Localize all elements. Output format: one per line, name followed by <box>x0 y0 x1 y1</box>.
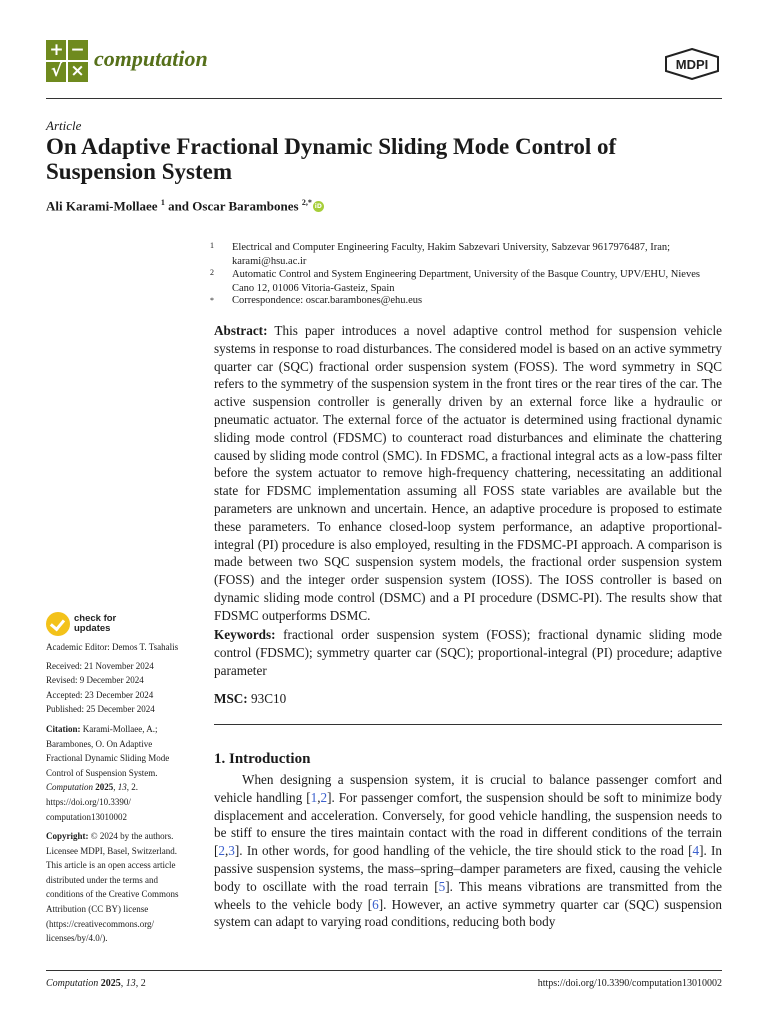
section-heading: 1. Introduction <box>214 751 311 767</box>
checkmark-icon <box>46 612 70 636</box>
citation-year: 2025 <box>95 782 114 793</box>
footer-rule <box>46 970 722 971</box>
citation-doi[interactable]: , 2. https://doi.org/10.3390/ computation13010002 <box>46 782 139 822</box>
orcid-icon[interactable] <box>313 201 324 212</box>
citation-link[interactable]: 3 <box>228 843 235 859</box>
abstract-label: Abstract: <box>214 323 268 338</box>
affiliation-marker: 2,* <box>301 198 312 207</box>
correspondence-item <box>210 294 724 308</box>
section-rule <box>214 724 722 725</box>
article-type: Article <box>46 118 82 133</box>
footer-year: 2025 <box>100 978 121 989</box>
citation-link[interactable]: 6 <box>372 896 379 912</box>
citation-link[interactable]: 2 <box>320 789 328 805</box>
copyright-block <box>46 829 192 946</box>
citation-link[interactable]: 4 <box>692 843 700 859</box>
check-for-updates-label <box>74 614 116 634</box>
affiliation-item <box>210 268 724 296</box>
citation-label: Citation: <box>46 724 81 734</box>
citation-authors: Karami-Mollaee, A.; Barambones, O. On Adaptive Fractional Dynamic Sliding Mode Control of Suspension System. <box>46 724 170 778</box>
affiliation-marker: * <box>210 296 214 305</box>
copyright-text: © 2024 by the authors. Licensee MDPI, Basel, Switzerland. This article is an open access article distributed under the terms and conditions of the Creative Commons Attribution (CC BY) license (https://creativecommons.org/ licenses/by/4.0/). <box>46 831 179 944</box>
abstract <box>214 322 722 625</box>
citation-link[interactable]: 5 <box>438 878 446 894</box>
affiliation-marker: 1 <box>210 241 214 250</box>
academic-editor: Academic Editor: Demos T. Tsahalis <box>46 642 179 652</box>
msc-label: MSC: <box>214 691 248 706</box>
footer-volume: 13 <box>125 978 136 989</box>
paragraph-text: ]. This means vibrations are transmitted from the wheels to the vehicle body [ <box>214 878 722 912</box>
paragraph-text: ]. However, an active symmetry quarter car (SQC) suspension system can adapt to varying road conditions, reducing both body <box>214 896 722 930</box>
citation-journal: Computation <box>46 782 94 793</box>
published-date: Published: 25 December 2024 <box>46 704 155 714</box>
footer-doi-link[interactable]: https://doi.org/10.3390/computation13010002 <box>537 978 722 989</box>
msc <box>214 691 286 707</box>
sqrt-symbol: √ <box>50 61 63 81</box>
mdpi-logo-icon <box>664 48 720 80</box>
paragraph-text: ]. In passive suspension systems, the mass–spring–damper parameters are fixed, causing the vehicle body to oscillate with the road terrain [ <box>214 843 723 894</box>
affiliation-marker: 1 <box>160 198 165 207</box>
paragraph-text: ]. For passenger comfort, the suspension should be soft to minimize body displacement and acceleration. Conversely, for good vehicle handling, the suspension needs to be stiff to ensure the tires maintain contact with the road in different conditions of the terrain [ <box>214 789 722 859</box>
author-name[interactable]: Oscar Barambones <box>192 198 299 214</box>
footer-article: , 2 <box>135 978 146 989</box>
check-updates-line2: updates <box>74 623 111 634</box>
paragraph-text: ]. In other words, for good handling of the vehicle, the tire should stick to the road [ <box>234 843 693 859</box>
plus-symbol: + <box>49 40 64 60</box>
correspondence-text[interactable]: Correspondence: oscar.barambones@ehu.eus <box>232 295 423 306</box>
keywords-text: fractional order suspension system (FOSS); fractional dynamic sliding mode control (FDSMC); symmetry quarter car (SQC); proportional-integral (PI) procedure; adaptive parameter <box>214 627 722 678</box>
minus-symbol: − <box>70 40 85 60</box>
journal-logo-icon <box>46 40 88 82</box>
affiliation-text: Electrical and Computer Engineering Faculty, Hakim Sabzevari University, Sabzevar 9617976487, Iran; karami@hsu.ac.ir <box>232 242 671 267</box>
revised-date: Revised: 9 December 2024 <box>46 675 144 685</box>
author-line <box>46 198 324 214</box>
affiliation-marker: 2 <box>210 268 214 277</box>
footer-citation: Computation 2025, 13, 2 <box>46 978 146 989</box>
introduction-paragraph: When designing a suspension system, it is crucial to balance passenger comfort and vehicle handling [1,2]. For passenger comfort, the suspension should be soft to minimize body displacement and acceleration. Conversely, for good vehicle handling, the suspension needs to be stiff to ensure the tires maintain contact with the road in different conditions of the terrain [2,3]. In other words, for good handling of the vehicle, the tire should stick to the road [4]. In passive suspension systems, the mass–spring–damper parameters are fixed, causing the vehicle body to oscillate with the road terrain [5]. This means vibrations are transmitted from the wheels to the vehicle body [6]. However, an active symmetry quarter car (SQC) suspension system can adapt to varying road conditions, reducing both body <box>214 772 723 930</box>
copyright-label: Copyright: <box>46 831 89 841</box>
author-joiner: and <box>168 198 190 214</box>
paragraph-text: When designing a suspension system, it is crucial to balance passenger comfort and vehicle handling [ <box>214 772 722 805</box>
check-updates-line1: check for <box>74 613 117 624</box>
mdpi-logo-text: MDPI <box>675 57 709 72</box>
citation-volume: 13 <box>117 782 127 793</box>
citation-link[interactable]: 2 <box>218 843 225 859</box>
header-rule <box>46 98 722 99</box>
times-symbol: × <box>70 61 85 81</box>
received-date: Received: 21 November 2024 <box>46 661 154 671</box>
article-title: On Adaptive Fractional Dynamic Sliding Mode Control of Suspension System <box>46 134 617 184</box>
accepted-date: Accepted: 23 December 2024 <box>46 690 154 700</box>
footer-journal: Computation <box>46 978 99 989</box>
affiliation-item <box>210 241 724 269</box>
keywords-label: Keywords: <box>214 627 276 642</box>
abstract-text: This paper introduces a novel adaptive control method for suspension vehicle systems in response to road disturbances. The considered model is based on an active symmetry quarter car (SQC) fractional order suspension system (FOSS). The word symmetry in SQC refers to the symmetry of the suspension system in the front tires or the rear tires of the car. The active suspension controller is generally driven by an external force like a hydraulic or pneumatic actuator. The external force of the actuator is determined using fractional dynamic sliding mode control (FDSMC) to counteract road disturbances and eliminate the chattering caused by sliding mode control (SMC). In FDSMC, a fractional integral acts as a low-pass filter before the system actuator to remove high-frequency chattering, necessitating an additional state for FDSMC implementation assuming all FOSS state variables are available but the parameters are unknown and uncertain. Hence, an adaptive procedure is proposed to estimate these parameters. To enhance closed-loop system performance, an adaptive proportional-integral (PI) procedure is also employed, resulting in the FDSMC-PI approach. A comparison is made between two SQC suspension system models, the fractional order suspension system (FOSS) and the integer order suspension system (IOSS). The IOSS controller is based on dynamic sliding mode control (DSMC) and a PI procedure (DSMC-PI). The results show that FDSMC outperforms DSMC. <box>214 323 722 623</box>
citation-block: Citation: Karami-Mollaee, A.; Barambones, O. On Adaptive Fractional Dynamic Sliding Mode Control of Suspension System. Computation 2025, 13, 2. https://doi.org/10.3390/ computation13010002 <box>46 724 170 822</box>
journal-name: computation <box>94 46 208 71</box>
msc-value: 93C10 <box>251 691 287 706</box>
affiliation-text: Automatic Control and System Engineering Department, University of the Basque Country, UPV/EHU, Nieves Cano 12, 01006 Vitoria-Gasteiz, Spain <box>232 269 700 294</box>
author-name[interactable]: Ali Karami-Mollaee <box>46 198 158 214</box>
check-for-updates-button[interactable] <box>46 612 116 636</box>
keywords <box>214 626 722 679</box>
citation-link[interactable]: 1 <box>310 789 318 805</box>
